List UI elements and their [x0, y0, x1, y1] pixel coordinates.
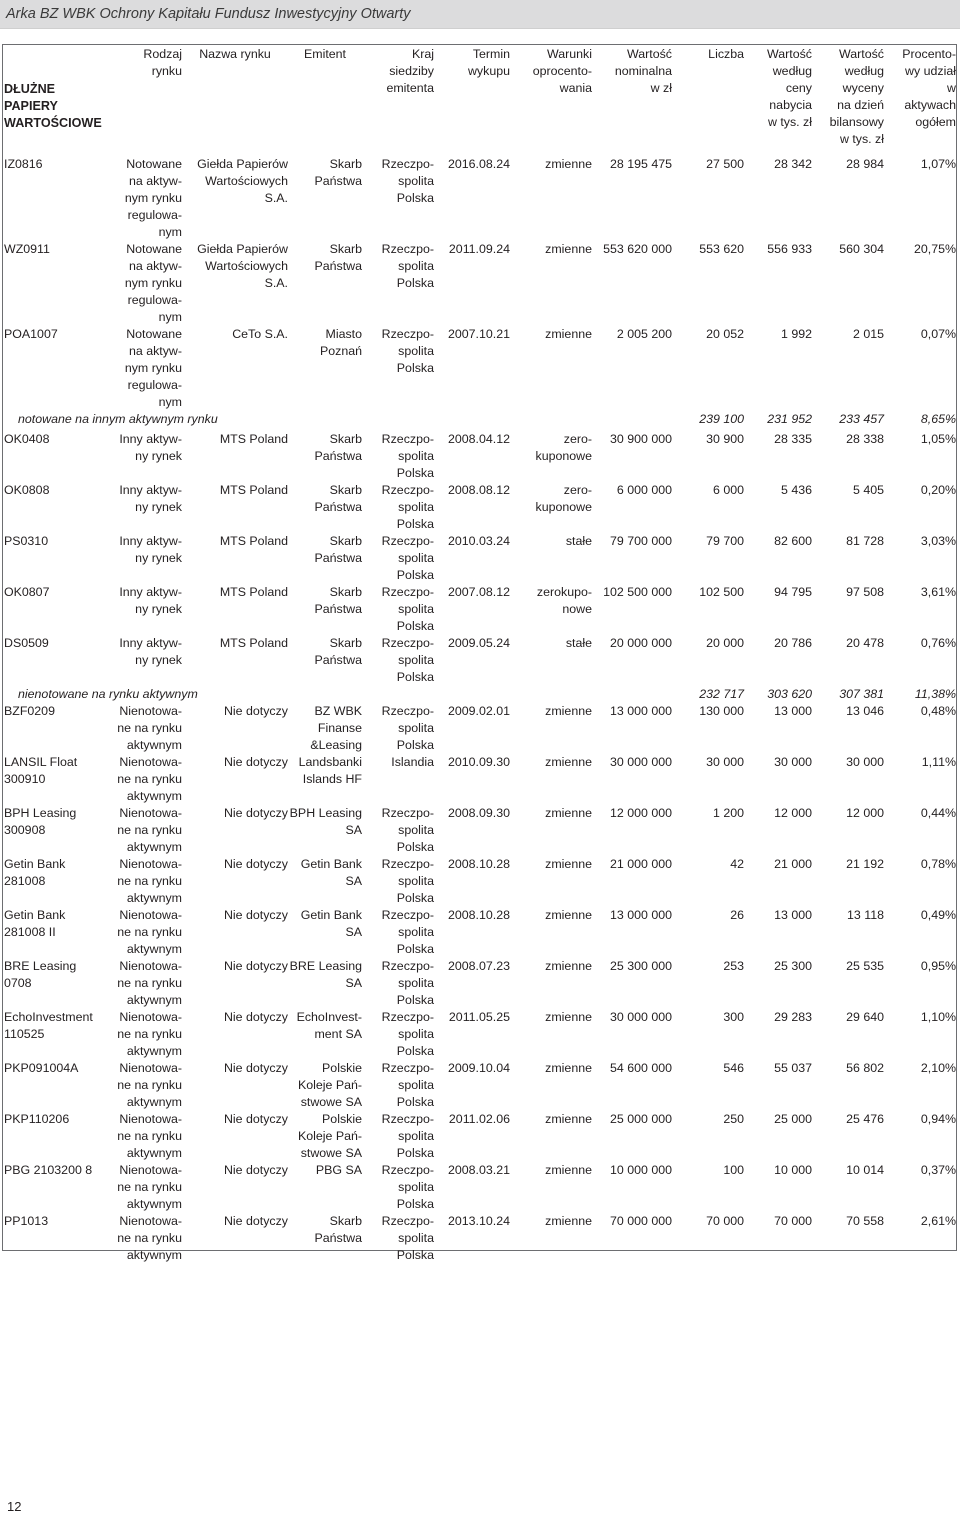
- market-type: Nienotowa- ne na rynku aktywnym: [117, 1010, 182, 1058]
- valuation: 56 802: [846, 1061, 884, 1075]
- interest-terms: zmienne: [545, 704, 592, 718]
- valuation: 20 478: [846, 636, 884, 650]
- interest-terms: zmienne: [545, 1010, 592, 1024]
- interest-terms: zerokupo- nowe: [536, 585, 592, 616]
- valuation: 560 304: [839, 242, 884, 256]
- asset-share: 0,44%: [920, 806, 956, 820]
- issuer: Miasto Poznań: [319, 327, 362, 358]
- subtotal-label: nienotowane na rynku aktywnym: [18, 687, 198, 701]
- valuation: 25 535: [846, 959, 884, 973]
- asset-share: 1,11%: [921, 755, 956, 769]
- table-row: [4, 241, 956, 326]
- purchase-value: 82 600: [774, 534, 812, 548]
- maturity: 2008.07.23: [447, 959, 510, 973]
- asset-share: 20,75%: [913, 242, 956, 256]
- security-id: OK0408: [4, 432, 50, 446]
- valuation: 81 728: [846, 534, 884, 548]
- interest-terms: zmienne: [545, 157, 592, 171]
- purchase-value: 28 342: [774, 157, 812, 171]
- subtotal-procent: 11,38%: [914, 687, 956, 701]
- market-name: Giełda Papierów Wartościowych S.A.: [197, 157, 288, 205]
- purchase-value: 1 992: [780, 327, 812, 341]
- country: Rzeczpo- spolita Polska: [381, 483, 434, 531]
- quantity: 30 000: [706, 755, 744, 769]
- quantity: 300: [723, 1010, 744, 1024]
- table-row: [4, 907, 956, 958]
- security-id: DS0509: [4, 636, 49, 650]
- market-type: Notowane na aktyw- nym rynku regulowa- nym: [124, 242, 182, 324]
- interest-terms: zmienne: [545, 327, 592, 341]
- issuer: BRE Leasing SA: [289, 959, 362, 990]
- quantity: 1 200: [712, 806, 744, 820]
- asset-share: 2,61%: [920, 1214, 956, 1228]
- quantity: 70 000: [706, 1214, 744, 1228]
- purchase-value: 28 335: [774, 432, 812, 446]
- maturity: 2008.03.21: [447, 1163, 510, 1177]
- market-type: Nienotowa- ne na rynku aktywnym: [117, 806, 182, 854]
- quantity: 100: [723, 1163, 744, 1177]
- purchase-value: 55 037: [774, 1061, 812, 1075]
- market-type: Inny aktyw- ny rynek: [119, 585, 182, 616]
- interest-terms: zero- kuponowe: [535, 483, 592, 514]
- securities-table: [4, 46, 956, 1264]
- interest-terms: zmienne: [545, 806, 592, 820]
- maturity: 2010.03.24: [447, 534, 510, 548]
- country: Rzeczpo- spolita Polska: [381, 806, 434, 854]
- valuation: 2 015: [852, 327, 884, 341]
- market-type: Nienotowa- ne na rynku aktywnym: [117, 857, 182, 905]
- country: Rzeczpo- spolita Polska: [381, 534, 434, 582]
- quantity: 253: [723, 959, 744, 973]
- subtotal-label: notowane na innym aktywnym rynku: [18, 412, 218, 426]
- security-id: BZF0209: [4, 704, 55, 718]
- country: Rzeczpo- spolita Polska: [381, 432, 434, 480]
- market-type: Nienotowa- ne na rynku aktywnym: [117, 959, 182, 1007]
- subtotal-nabycie: 231 952: [767, 412, 812, 426]
- security-id: PBG 2103200 8: [4, 1163, 93, 1177]
- purchase-value: 25 000: [774, 1112, 812, 1126]
- quantity: 250: [723, 1112, 744, 1126]
- nominal-value: 553 620 000: [603, 242, 672, 256]
- table-row: [4, 584, 956, 635]
- country: Rzeczpo- spolita Polska: [381, 585, 434, 633]
- asset-share: 0,49%: [920, 908, 956, 922]
- country: Rzeczpo- spolita Polska: [381, 1010, 434, 1058]
- purchase-value: 20 786: [774, 636, 812, 650]
- maturity: 2011.05.25: [448, 1010, 510, 1024]
- subtotal-procent: 8,65%: [920, 412, 956, 426]
- market-type: Notowane na aktyw- nym rynku regulowa- nym: [124, 327, 182, 409]
- table-row: [4, 1162, 956, 1213]
- maturity: 2013.10.24: [447, 1214, 510, 1228]
- quantity: 42: [730, 857, 744, 871]
- purchase-value: 94 795: [774, 585, 812, 599]
- country: Rzeczpo- spolita Polska: [381, 1163, 434, 1211]
- issuer: Getin Bank SA: [300, 908, 362, 939]
- quantity: 20 052: [706, 327, 744, 341]
- country: Rzeczpo- spolita Polska: [381, 327, 434, 375]
- subtotal-wycena: 307 381: [839, 687, 884, 701]
- issuer: EchoInvest- ment SA: [296, 1010, 362, 1041]
- interest-terms: zmienne: [545, 242, 592, 256]
- purchase-value: 10 000: [774, 1163, 812, 1177]
- market-type: Nienotowa- ne na rynku aktywnym: [117, 1214, 182, 1262]
- security-id: PKP091004A: [4, 1061, 79, 1075]
- purchase-value: 70 000: [774, 1214, 812, 1228]
- issuer: Skarb Państwa: [314, 242, 362, 273]
- asset-share: 0,37%: [920, 1163, 956, 1177]
- table-row: [4, 703, 956, 754]
- security-id: BPH Leasing 300908: [4, 806, 77, 837]
- market-name: Nie dotyczy: [223, 959, 288, 973]
- table-row: [4, 1213, 956, 1264]
- table-header-row: [4, 46, 956, 156]
- maturity: 2008.09.30: [447, 806, 510, 820]
- asset-share: 3,03%: [920, 534, 956, 548]
- quantity: 26: [730, 908, 744, 922]
- valuation: 5 405: [852, 483, 884, 497]
- purchase-value: 5 436: [780, 483, 812, 497]
- market-type: Inny aktyw- ny rynek: [119, 636, 182, 667]
- col-header-valuation: Wartość według wyceny na dzień bilansowy w tys. zł: [829, 47, 884, 146]
- valuation: 29 640: [846, 1010, 884, 1024]
- interest-terms: stałe: [565, 534, 592, 548]
- market-type: Nienotowa- ne na rynku aktywnym: [117, 908, 182, 956]
- quantity: 553 620: [699, 242, 744, 256]
- col-header-purchase-value: Wartość według ceny nabycia w tys. zł: [767, 47, 812, 129]
- valuation: 12 000: [846, 806, 884, 820]
- nominal-value: 25 000 000: [609, 1112, 672, 1126]
- valuation: 25 476: [846, 1112, 884, 1126]
- col-header-market-type: Rodzaj rynku: [143, 47, 182, 78]
- purchase-value: 25 300: [774, 959, 812, 973]
- nominal-value: 10 000 000: [609, 1163, 672, 1177]
- interest-terms: zmienne: [545, 755, 592, 769]
- col-header-maturity: Termin wykupu: [467, 47, 510, 78]
- country: Islandia: [391, 755, 434, 769]
- asset-share: 0,48%: [920, 704, 956, 718]
- market-name: MTS Poland: [219, 585, 288, 599]
- valuation: 28 338: [846, 432, 884, 446]
- market-name: Nie dotyczy: [223, 1163, 288, 1177]
- quantity: 546: [723, 1061, 744, 1075]
- country: Rzeczpo- spolita Polska: [381, 857, 434, 905]
- security-id: OK0808: [4, 483, 50, 497]
- maturity: 2008.04.12: [447, 432, 510, 446]
- asset-share: 0,94%: [920, 1112, 956, 1126]
- issuer: Landsbanki Islands HF: [298, 755, 362, 786]
- market-name: Nie dotyczy: [223, 857, 288, 871]
- table-row: [4, 856, 956, 907]
- market-type: Nienotowa- ne na rynku aktywnym: [117, 1112, 182, 1160]
- interest-terms: stałe: [565, 636, 592, 650]
- valuation: 30 000: [846, 755, 884, 769]
- asset-share: 0,20%: [920, 483, 956, 497]
- country: Rzeczpo- spolita Polska: [381, 908, 434, 956]
- security-id: WZ0911: [4, 242, 50, 256]
- interest-terms: zmienne: [545, 1112, 592, 1126]
- asset-share: 3,61%: [920, 585, 956, 599]
- purchase-value: 29 283: [774, 1010, 812, 1024]
- country: Rzeczpo- spolita Polska: [381, 636, 434, 684]
- market-name: Nie dotyczy: [223, 1214, 288, 1228]
- issuer: BPH Leasing SA: [289, 806, 362, 837]
- quantity: 102 500: [699, 585, 744, 599]
- security-id: Getin Bank 281008: [4, 857, 66, 888]
- market-type: Inny aktyw- ny rynek: [119, 483, 182, 514]
- market-type: Inny aktyw- ny rynek: [119, 534, 182, 565]
- country: Rzeczpo- spolita Polska: [381, 704, 434, 752]
- col-header-country: Kraj siedziby emitenta: [386, 47, 434, 95]
- security-id: IZ0816: [4, 157, 43, 171]
- valuation: 28 984: [846, 157, 884, 171]
- page-number: 12: [7, 1499, 22, 1514]
- table-row: [4, 1111, 956, 1162]
- issuer: PBG SA: [315, 1163, 362, 1177]
- valuation: 13 118: [847, 908, 884, 922]
- quantity: 27 500: [706, 157, 744, 171]
- subtotal-row: [4, 411, 956, 431]
- asset-share: 0,76%: [920, 636, 956, 650]
- security-id: PS0310: [4, 534, 49, 548]
- maturity: 2008.10.28: [447, 908, 510, 922]
- maturity: 2009.10.04: [447, 1061, 510, 1075]
- nominal-value: 13 000 000: [609, 908, 672, 922]
- asset-share: 0,07%: [920, 327, 956, 341]
- country: Rzeczpo- spolita Polska: [381, 1061, 434, 1109]
- asset-share: 0,95%: [920, 959, 956, 973]
- maturity: 2008.08.12: [447, 483, 510, 497]
- country: Rzeczpo- spolita Polska: [381, 1112, 434, 1160]
- nominal-value: 54 600 000: [609, 1061, 672, 1075]
- nominal-value: 2 005 200: [616, 327, 672, 341]
- purchase-value: 556 933: [767, 242, 812, 256]
- issuer: Skarb Państwa: [314, 585, 362, 616]
- security-id: OK0807: [4, 585, 50, 599]
- market-name: CeTo S.A.: [232, 327, 288, 341]
- section-title: DŁUŻNE PAPIERY WARTOŚCIOWE: [4, 81, 102, 130]
- nominal-value: 30 000 000: [609, 755, 672, 769]
- issuer: Skarb Państwa: [314, 157, 362, 188]
- market-type: Nienotowa- ne na rynku aktywnym: [117, 755, 182, 803]
- nominal-value: 79 700 000: [609, 534, 672, 548]
- purchase-value: 21 000: [774, 857, 812, 871]
- asset-share: 1,10%: [920, 1010, 956, 1024]
- market-type: Nienotowa- ne na rynku aktywnym: [117, 1163, 182, 1211]
- issuer: Skarb Państwa: [314, 432, 362, 463]
- table-row: [4, 635, 956, 686]
- maturity: 2009.02.01: [447, 704, 510, 718]
- quantity: 6 000: [712, 483, 744, 497]
- nominal-value: 13 000 000: [609, 704, 672, 718]
- table-row: [4, 805, 956, 856]
- subtotal-liczba: 232 717: [699, 687, 744, 701]
- maturity: 2008.10.28: [447, 857, 510, 871]
- nominal-value: 70 000 000: [609, 1214, 672, 1228]
- table-row: [4, 958, 956, 1009]
- nominal-value: 102 500 000: [603, 585, 672, 599]
- maturity: 2011.09.24: [448, 242, 510, 256]
- interest-terms: zmienne: [545, 1061, 592, 1075]
- security-id: Getin Bank 281008 II: [4, 908, 66, 939]
- interest-terms: zmienne: [545, 908, 592, 922]
- nominal-value: 28 195 475: [609, 157, 672, 171]
- asset-share: 1,05%: [920, 432, 956, 446]
- interest-terms: zmienne: [545, 857, 592, 871]
- col-header-market-name: Nazwa rynku: [199, 47, 271, 61]
- purchase-value: 13 000: [774, 704, 812, 718]
- security-id: LANSIL Float 300910: [4, 755, 78, 786]
- quantity: 30 900: [706, 432, 744, 446]
- market-name: Nie dotyczy: [223, 806, 288, 820]
- valuation: 97 508: [846, 585, 884, 599]
- table-row: [4, 754, 956, 805]
- issuer: BZ WBK Finanse &Leasing: [310, 704, 362, 752]
- table-row: [4, 156, 956, 241]
- country: Rzeczpo- spolita Polska: [381, 959, 434, 1007]
- valuation: 70 558: [846, 1214, 884, 1228]
- market-name: Nie dotyczy: [223, 1112, 288, 1126]
- security-id: EchoInvestment 110525: [4, 1010, 93, 1041]
- maturity: 2016.08.24: [447, 157, 510, 171]
- asset-share: 0,78%: [920, 857, 956, 871]
- purchase-value: 30 000: [774, 755, 812, 769]
- security-id: BRE Leasing 0708: [4, 959, 77, 990]
- quantity: 20 000: [706, 636, 744, 650]
- nominal-value: 21 000 000: [609, 857, 672, 871]
- subtotal-liczba: 239 100: [699, 412, 744, 426]
- country: Rzeczpo- spolita Polska: [381, 157, 434, 205]
- security-id: PKP110206: [4, 1112, 70, 1126]
- market-name: MTS Poland: [219, 534, 288, 548]
- issuer: Getin Bank SA: [300, 857, 362, 888]
- subtotal-wycena: 233 457: [839, 412, 884, 426]
- market-name: MTS Poland: [219, 483, 288, 497]
- table-row: [4, 1009, 956, 1060]
- nominal-value: 25 300 000: [609, 959, 672, 973]
- subtotal-row: [4, 686, 956, 703]
- valuation: 21 192: [846, 857, 884, 871]
- interest-terms: zmienne: [545, 1163, 592, 1177]
- maturity: 2010.09.30: [447, 755, 510, 769]
- country: Rzeczpo- spolita Polska: [381, 242, 434, 290]
- table-row: [4, 482, 956, 533]
- quantity: 130 000: [699, 704, 744, 718]
- nominal-value: 30 900 000: [609, 432, 672, 446]
- purchase-value: 12 000: [774, 806, 812, 820]
- nominal-value: 20 000 000: [609, 636, 672, 650]
- market-name: Giełda Papierów Wartościowych S.A.: [197, 242, 288, 290]
- market-name: Nie dotyczy: [223, 908, 288, 922]
- issuer: Polskie Koleje Pań- stwowe SA: [297, 1061, 362, 1109]
- market-name: Nie dotyczy: [223, 704, 288, 718]
- market-name: Nie dotyczy: [223, 1010, 288, 1024]
- maturity: 2009.05.24: [447, 636, 510, 650]
- market-type: Inny aktyw- ny rynek: [119, 432, 182, 463]
- issuer: Skarb Państwa: [314, 636, 362, 667]
- document-title: Arka BZ WBK Ochrony Kapitału Fundusz Inwestycyjny Otwarty: [6, 6, 411, 22]
- country: Rzeczpo- spolita Polska: [381, 1214, 434, 1262]
- market-name: MTS Poland: [219, 636, 288, 650]
- col-header-nominal: Wartość nominalna w zł: [614, 47, 672, 95]
- issuer: Skarb Państwa: [314, 534, 362, 565]
- table-row: [4, 533, 956, 584]
- maturity: 2007.08.12: [447, 585, 510, 599]
- valuation: 13 046: [846, 704, 884, 718]
- maturity: 2007.10.21: [447, 327, 510, 341]
- valuation: 10 014: [846, 1163, 884, 1177]
- issuer: Polskie Koleje Pań- stwowe SA: [297, 1112, 362, 1160]
- interest-terms: zmienne: [545, 959, 592, 973]
- issuer: Skarb Państwa: [314, 483, 362, 514]
- table-row: [4, 1060, 956, 1111]
- asset-share: 2,10%: [920, 1061, 956, 1075]
- table-row: [4, 326, 956, 411]
- interest-terms: zero- kuponowe: [535, 432, 592, 463]
- col-header-issuer: Emitent: [303, 47, 346, 61]
- document-header: [0, 0, 960, 29]
- col-header-share: Procento- wy udział w aktywach ogółem: [902, 47, 956, 129]
- maturity: 2011.02.06: [448, 1112, 510, 1126]
- col-header-count: Liczba: [708, 47, 744, 61]
- nominal-value: 6 000 000: [616, 483, 672, 497]
- security-id: PP1013: [4, 1214, 49, 1228]
- market-name: Nie dotyczy: [223, 1061, 288, 1075]
- nominal-value: 30 000 000: [609, 1010, 672, 1024]
- subtotal-nabycie: 303 620: [767, 687, 812, 701]
- purchase-value: 13 000: [774, 908, 812, 922]
- security-id: POA1007: [4, 327, 58, 341]
- col-header-interest: Warunki oprocento- wania: [532, 47, 592, 95]
- market-type: Notowane na aktyw- nym rynku regulowa- nym: [124, 157, 182, 239]
- table-row: [4, 431, 956, 482]
- market-name: MTS Poland: [219, 432, 288, 446]
- asset-share: 1,07%: [920, 157, 956, 171]
- quantity: 79 700: [706, 534, 744, 548]
- issuer: Skarb Państwa: [314, 1214, 362, 1245]
- market-name: Nie dotyczy: [223, 755, 288, 769]
- market-type: Nienotowa- ne na rynku aktywnym: [117, 1061, 182, 1109]
- interest-terms: zmienne: [545, 1214, 592, 1228]
- nominal-value: 12 000 000: [609, 806, 672, 820]
- market-type: Nienotowa- ne na rynku aktywnym: [117, 704, 182, 752]
